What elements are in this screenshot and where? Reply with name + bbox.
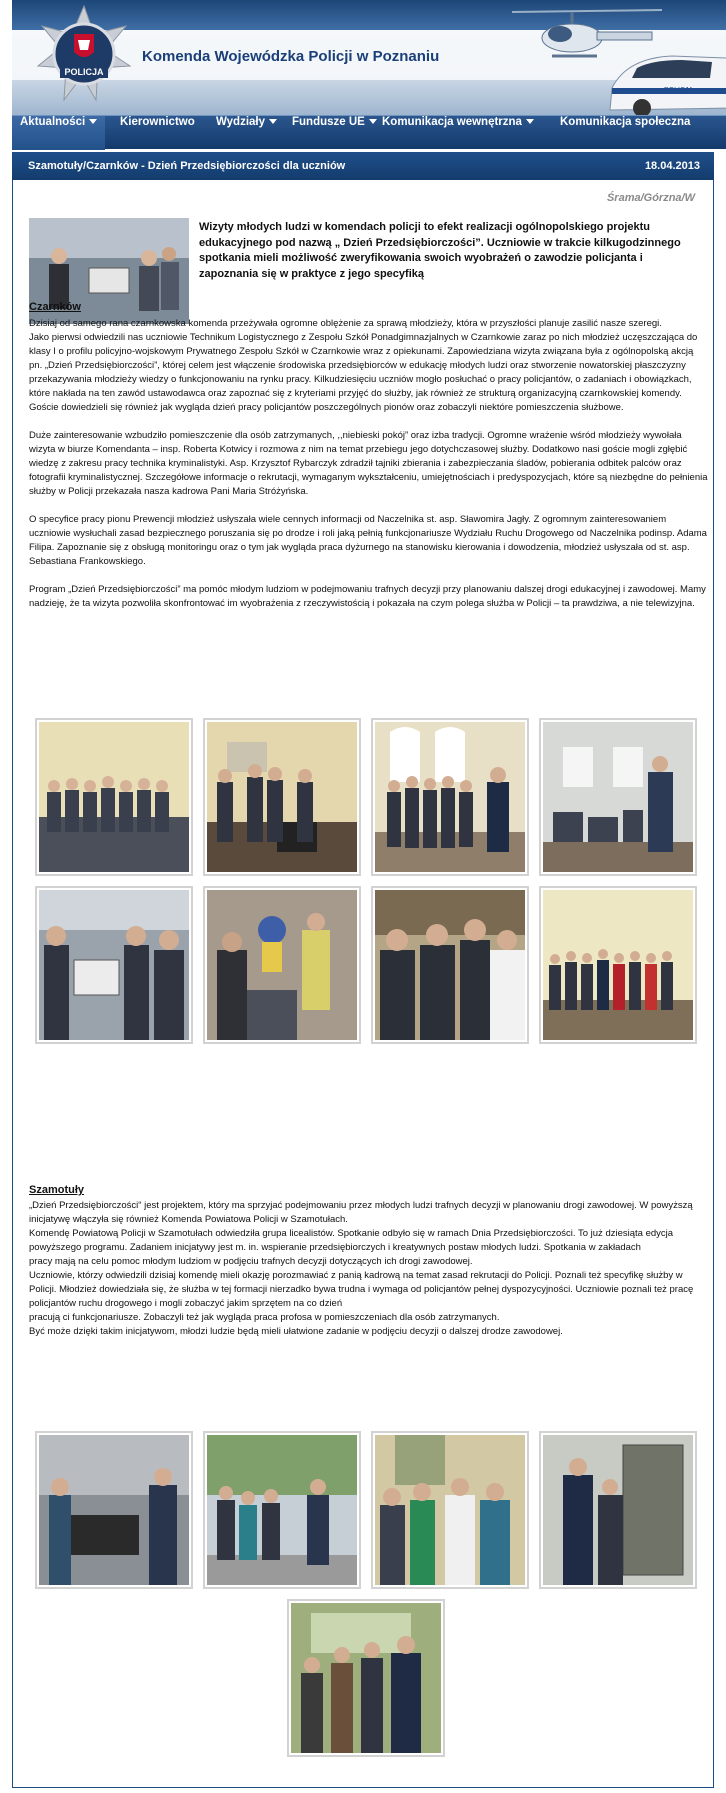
paragraph-spacer bbox=[29, 415, 709, 429]
nav-item-label: Kierownictwo bbox=[120, 116, 195, 128]
gallery-photo[interactable] bbox=[287, 1599, 445, 1757]
gallery-photo[interactable] bbox=[203, 886, 361, 1044]
paragraph: Dzisiaj od samego rana czarnkowska komenda przeżywała ogromne oblężenie za sprawą młodzieży, która w przyszłości planuje zasilić nasze szeregi. bbox=[29, 318, 662, 329]
paragraph: pracują ci funkcjonariusze. Zobaczyli też jak wygląda praca profosa w pomieszczeniach dla osób zatrzymanych. bbox=[29, 1312, 500, 1323]
chevron-down-icon bbox=[89, 119, 97, 124]
nav-item-label: Komunikacja społeczna bbox=[560, 116, 691, 128]
paragraph: Być może dzięki takim inicjatywom, młodzi ludzie będą mieli ułatwione zadanie w podjęciu decyzji o dalszej drodze zawodowej. bbox=[29, 1326, 563, 1337]
nav-item-kierownictwo[interactable] bbox=[112, 116, 203, 150]
article-lead: Wizyty młodych ludzi w komendach policji to efekt realizacji ogólnopolskiego projektu edukacyjnego pod nazwą „ Dzień Przedsiębiorczości”. Uczniowie w trakcie kilkugodzinnego spotkania mieli możliwość zweryfikowania swoich wyobrażeń o zawodzie policjanta i zapoznania się w praktyce z jego specyfiką bbox=[199, 221, 681, 280]
gallery-photo[interactable] bbox=[371, 718, 529, 876]
nav-item-label: Aktualności bbox=[20, 116, 86, 128]
paragraph: Komendę Powiatową Policji w Szamotułach odwiedziła grupa licealistów. Spotkanie odbyło się w ramach Dnia Przedsiębiorczości. To już dziesiąta edycja powyższego programu. Zadaniem inicjatywy jest m. in. wspieranie przedsiębiorczych i kreatywnych postaw młodych ludzi. Spotkania w zakładach bbox=[29, 1228, 674, 1253]
svg-text:POLICJA: POLICJA bbox=[664, 87, 694, 94]
section-title-czarnkow: Czarnków bbox=[29, 301, 81, 313]
gallery-szamotuly bbox=[35, 1431, 695, 1761]
paragraph: Uczniowie, którzy odwiedzili dzisiaj komendę mieli okazję porozmawiać z panią kadrową na temat zasad rekrutacji do Policji. Poznali też specyfikę służby w Policji. Młodzież dowiedziała się, że służba w tej formacji nierzadko bywa trudna i wymaga od policjantów pełnej dyspozycyjności. Uczniowie poznali też pracę policjantów ruchu drogowego i mogli zobaczyć jakim sprzętem na co dzień bbox=[29, 1270, 694, 1309]
site-header bbox=[12, 0, 726, 115]
paragraph: Program „Dzień Przedsiębiorczości” ma pomóc młodym ludziom w podejmowaniu trafnych decyzji przy planowaniu dalszej drogi edukacyjnej i zawodowej. Mamy nadzieję, że ta wizyta pozwoliła skonfrontować im wyobrażenia z rzeczywistością i pokazała na czym polega służba w Policji – ta prawdziwa, a nie telewizyjna. bbox=[29, 584, 706, 609]
gallery-photo[interactable] bbox=[35, 718, 193, 876]
paragraph-spacer bbox=[29, 569, 709, 583]
nav-item-label: Fundusze UE bbox=[292, 116, 365, 128]
site-title: Komenda Wojewódzka Policji w Poznaniu bbox=[142, 48, 440, 65]
paragraph-spacer bbox=[29, 499, 709, 513]
gallery-photo[interactable] bbox=[371, 1431, 529, 1589]
article-author: Śrama/Górzna/W bbox=[606, 192, 695, 204]
gallery-czarnkow bbox=[35, 718, 695, 1048]
paragraph: „Dzień Przedsiębiorczości“ jest projektem, który ma sprzyjać podejmowaniu przez młodych ludzi trafnych decyzji w planowaniu drogi zawodowej. W powyższą inicjatywę włączyła się również Komenda Powiatowa Policji w Szamotułach. bbox=[29, 1200, 693, 1225]
gallery-photo[interactable] bbox=[35, 886, 193, 1044]
nav-item-komunikacja-wewnetrzna[interactable] bbox=[374, 116, 542, 150]
article-date: 18.04.2013 bbox=[644, 160, 700, 172]
paragraph: pracy mają na celu pomoc młodym ludziom w podjęciu trafnych decyzji dotyczących ich drogi zawodowej. bbox=[29, 1256, 473, 1267]
nav-item-label: Komunikacja wewnętrzna bbox=[382, 116, 522, 128]
gallery-photo[interactable] bbox=[35, 1431, 193, 1589]
section-title-szamotuly: Szamotuły bbox=[29, 1184, 85, 1196]
gallery-photo[interactable] bbox=[203, 718, 361, 876]
article-content bbox=[12, 180, 714, 1788]
main-navigation bbox=[12, 115, 726, 149]
chevron-down-icon bbox=[526, 119, 534, 124]
nav-item-label: Wydziały bbox=[216, 116, 265, 128]
paragraph: O specyfice pracy pionu Prewencji młodzież usłyszała wiele cennych informacji od Naczelnika st. asp. Sławomira Jagły. Z ogromnym zainteresowaniem uczniowie wysłuchali zasad bezpiecznego poruszania się po drodze i roli jaką pełnią funkcjonariusze Wydziału Ruchu Drogowego od Naczelnika podinsp. Adama Filipa. Zapoznanie się z obsługą monitoringu oraz o tym jak wygląda praca dyżurnego na stanowisku kierowania i dowodzenia, młodzież usłyszała od st. asp. Sebastiana Frankowskiego. bbox=[29, 514, 707, 567]
gallery-photo[interactable] bbox=[539, 886, 697, 1044]
police-car-image bbox=[602, 48, 726, 115]
nav-item-komunikacja-spoleczna[interactable] bbox=[552, 116, 698, 150]
section-body-czarnkow bbox=[29, 317, 709, 611]
gallery-photo[interactable] bbox=[539, 718, 697, 876]
gallery-photo[interactable] bbox=[539, 1431, 697, 1589]
gallery-photo[interactable] bbox=[371, 886, 529, 1044]
paragraph: Duże zainteresowanie wzbudziło pomieszczenie dla osób zatrzymanych, ,,niebieski pokój” oraz izba tradycji. Ogromne wrażenie wśród młodzieży wywołała wizyta w biurze Komendanta – insp. Roberta Kotwicy i rozmowa z nim na temat przebiegu jego dotychczasowej służby. Dodatkowo nasi goście mogli zgłębić wiedzę z zakresu pracy technika kryminalistyki. Asp. Krzysztof Rybarczyk zdradził tajniki zbierania i zabezpieczania śladów, pobierania odbitek palców oraz fotografii kryminalistycznej. Szczegółowe informacje o rekrutacji, wymaganym wykształceniu, umiejętnościach i predyspozycjach, które są niezbędne do pełnienia służby w Policji przekazała nasza kadrowa Pani Maria Stróżyńska. bbox=[29, 430, 708, 497]
paragraph: Jako pierwsi odwiedzili nas uczniowie Technikum Logistycznego z Zespołu Szkół Ponadgimnazjalnych w Czarnkowie zaraz po nich młodzież uczęszczająca do klasy I o profilu policyjno-wojskowym Prywatnego Zespołu Szkół w Czarnkowie wraz z opiekunami. Zapowiedziana wizyta związana była z ogólnopolską akcją pn. „Dzień Przedsiębiorczości”, której celem jest włączenie środowiska przedsiębiorców w edukację młodych ludzi oraz stworzenie nowatorskiej płaszczyzny przekazywania młodzieży wiedzy o funkcjonowaniu na rynku pracy. Kilkudziesięciu uczniów mogło posłuchać o pracy policjantów, o zadaniach i obowiązkach, które nakłada na ten zawód ustawodawca oraz zapoznać się z kryteriami przyjęć do służby, jak również ze strukturą organizacyjną czarnkowskiej komendy. Goście dowiedzieli się również jak wygląda dzień pracy policjantów poszczególnych pionów oraz zobaczyli niektóre pomieszczenia służbowe. bbox=[29, 332, 698, 413]
section-body-szamotuly bbox=[29, 1199, 709, 1339]
police-star-badge-logo bbox=[34, 4, 134, 104]
nav-item-aktualnosci[interactable] bbox=[12, 116, 105, 150]
chevron-down-icon bbox=[269, 119, 277, 124]
badge-text: POLICJA bbox=[64, 67, 104, 77]
article-title: Szamotuły/Czarnków - Dzień Przedsiębiorczości dla uczniów bbox=[28, 160, 346, 172]
nav-item-fundusze-ue[interactable] bbox=[284, 116, 385, 150]
gallery-photo[interactable] bbox=[203, 1431, 361, 1589]
nav-item-wydzialy[interactable] bbox=[208, 116, 285, 150]
article-title-bar bbox=[12, 152, 714, 180]
